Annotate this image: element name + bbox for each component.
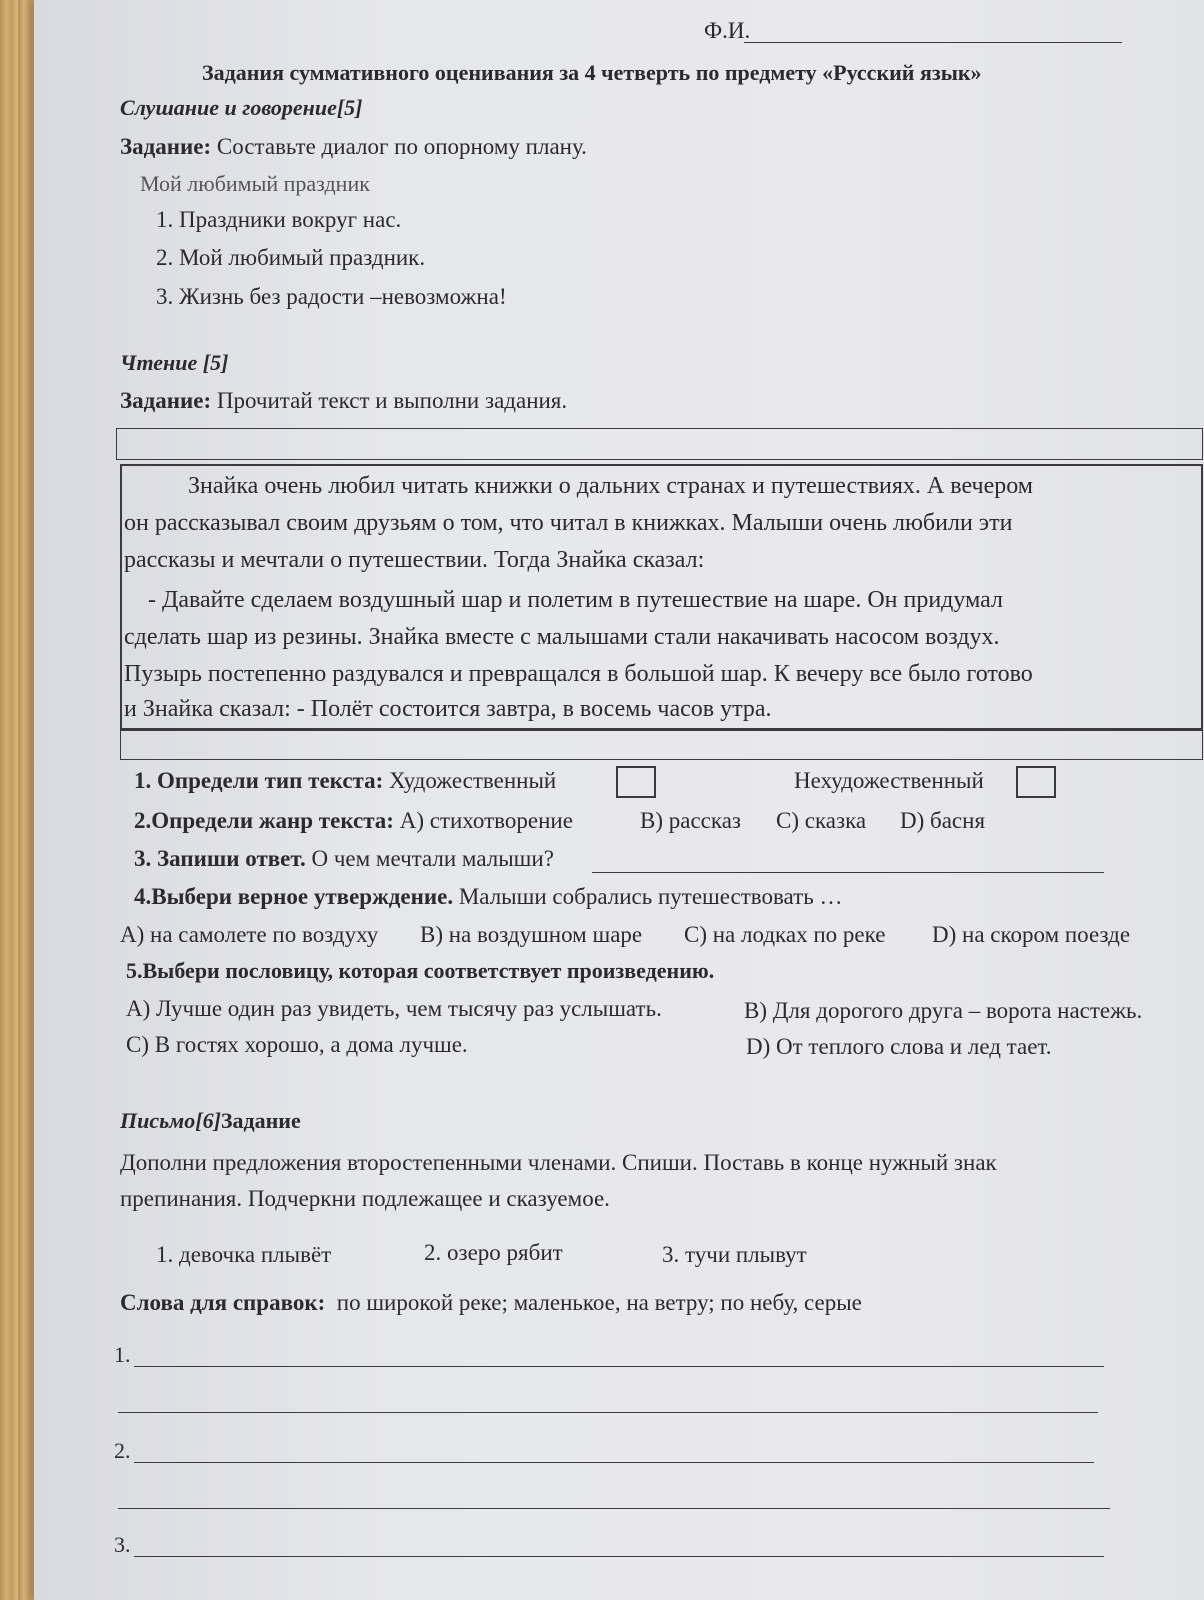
answer-number: 3. (114, 1532, 131, 1557)
option-b[interactable]: В) на воздушном шаре (420, 922, 643, 947)
text-frame-bottom (120, 730, 1203, 760)
question-1: 1. Определи тип текста: Художественный (134, 768, 557, 793)
plan-item: 1. Праздники вокруг нас. (156, 207, 402, 232)
question-5: 5.Выбери пословицу, которая соответствует произведению. (126, 958, 715, 983)
answer-number: 1. (114, 1342, 131, 1367)
dialog-topic: Мой любимый праздник (140, 171, 370, 196)
sentence-item: 2. озеро рябит (424, 1240, 563, 1265)
plan-item: 3. Жизнь без радости –невозможна! (156, 284, 507, 309)
answer-line[interactable] (134, 1462, 1094, 1463)
writing-heading: Письмо[6]Задание (120, 1108, 301, 1133)
reading-text-line: - Давайте сделаем воздушный шар и полетим в путешествие на шаре. Он придумал (148, 587, 1003, 613)
reading-text-line: Пузырь постепенно раздувался и превращался в большой шар. К вечеру все было готово (124, 661, 1033, 687)
option-b[interactable]: В) рассказ (640, 808, 741, 833)
writing-instruction: Дополни предложения второстепенными членами. Спиши. Поставь в конце нужный знак (120, 1150, 997, 1175)
page-title: Задания суммативного оценивания за 4 четверть по предмету «Русский язык» (202, 60, 982, 85)
question-3: 3. Запиши ответ. О чем мечтали малыши? (134, 846, 554, 871)
hint-words: Слова для справок: по широкой реке; маленькое, на ветру; по небу, серые (120, 1290, 862, 1315)
fio-label: Ф.И. (704, 18, 751, 43)
answer-line[interactable] (134, 1366, 1104, 1367)
listening-heading: Слушание и говорение[5] (120, 95, 363, 120)
option-a[interactable]: А) Лучше один раз увидеть, чем тысячу раз услышать. (126, 996, 662, 1021)
reading-text-line: Знайка очень любил читать книжки о дальних странах и путешествиях. А вечером (188, 473, 1033, 499)
answer-number: 2. (114, 1438, 131, 1463)
reading-text-box (120, 464, 1203, 730)
listening-task: Задание: Составьте диалог по опорному плану. (120, 134, 587, 159)
answer-line[interactable] (134, 1556, 1104, 1557)
reading-heading: Чтение [5] (120, 350, 229, 375)
question-4: 4.Выбери верное утверждение. Малыши собрались путешествовать … (134, 884, 843, 909)
text-frame-top (116, 428, 1203, 460)
option-d[interactable]: D) басня (900, 808, 986, 833)
q3-answer-line[interactable] (592, 872, 1104, 873)
reading-text-line: рассказы и мечтали о путешествии. Тогда Знайка сказал: (124, 547, 705, 573)
option-a[interactable]: А) на самолете по воздуху (120, 922, 379, 947)
writing-instruction: препинания. Подчеркни подлежащее и сказуемое. (120, 1186, 610, 1211)
question-2: 2.Определи жанр текста: А) стихотворение (134, 808, 573, 833)
option-c[interactable]: С) на лодках по реке (684, 922, 886, 947)
option-d[interactable]: D) на скором поезде (932, 922, 1131, 947)
reading-text-line: сделать шар из резины. Знайка вместе с малышами стали накачивать насосом воздух. (124, 624, 1000, 650)
option-c[interactable]: С) сказка (776, 808, 867, 833)
fio-answer-line[interactable] (744, 42, 1122, 43)
option-c[interactable]: С) В гостях хорошо, а дома лучше. (126, 1032, 468, 1057)
answer-line[interactable] (118, 1508, 1110, 1509)
reading-task: Задание: Прочитай текст и выполни задания. (120, 388, 568, 413)
option-b[interactable]: В) Для дорогого друга – ворота настежь. (744, 998, 1143, 1023)
option-d[interactable]: D) От теплого слова и лед тает. (746, 1034, 1052, 1059)
reading-text-line: и Знайка сказал: - Полёт состоится завтра, в восемь часов утра. (124, 696, 772, 722)
sentence-item: 1. девочка плывёт (156, 1242, 332, 1267)
answer-line[interactable] (118, 1412, 1098, 1413)
fiction-checkbox[interactable] (616, 766, 656, 798)
nonfiction-option: Нехудожественный (794, 768, 984, 793)
nonfiction-checkbox[interactable] (1016, 766, 1056, 798)
sentence-item: 3. тучи плывут (662, 1242, 807, 1267)
worksheet-page (34, 0, 1204, 1600)
reading-text-line: он рассказывал своим друзьям о том, что читал в книжках. Малыши очень любили эти (124, 510, 1013, 536)
plan-item: 2. Мой любимый праздник. (156, 245, 426, 270)
